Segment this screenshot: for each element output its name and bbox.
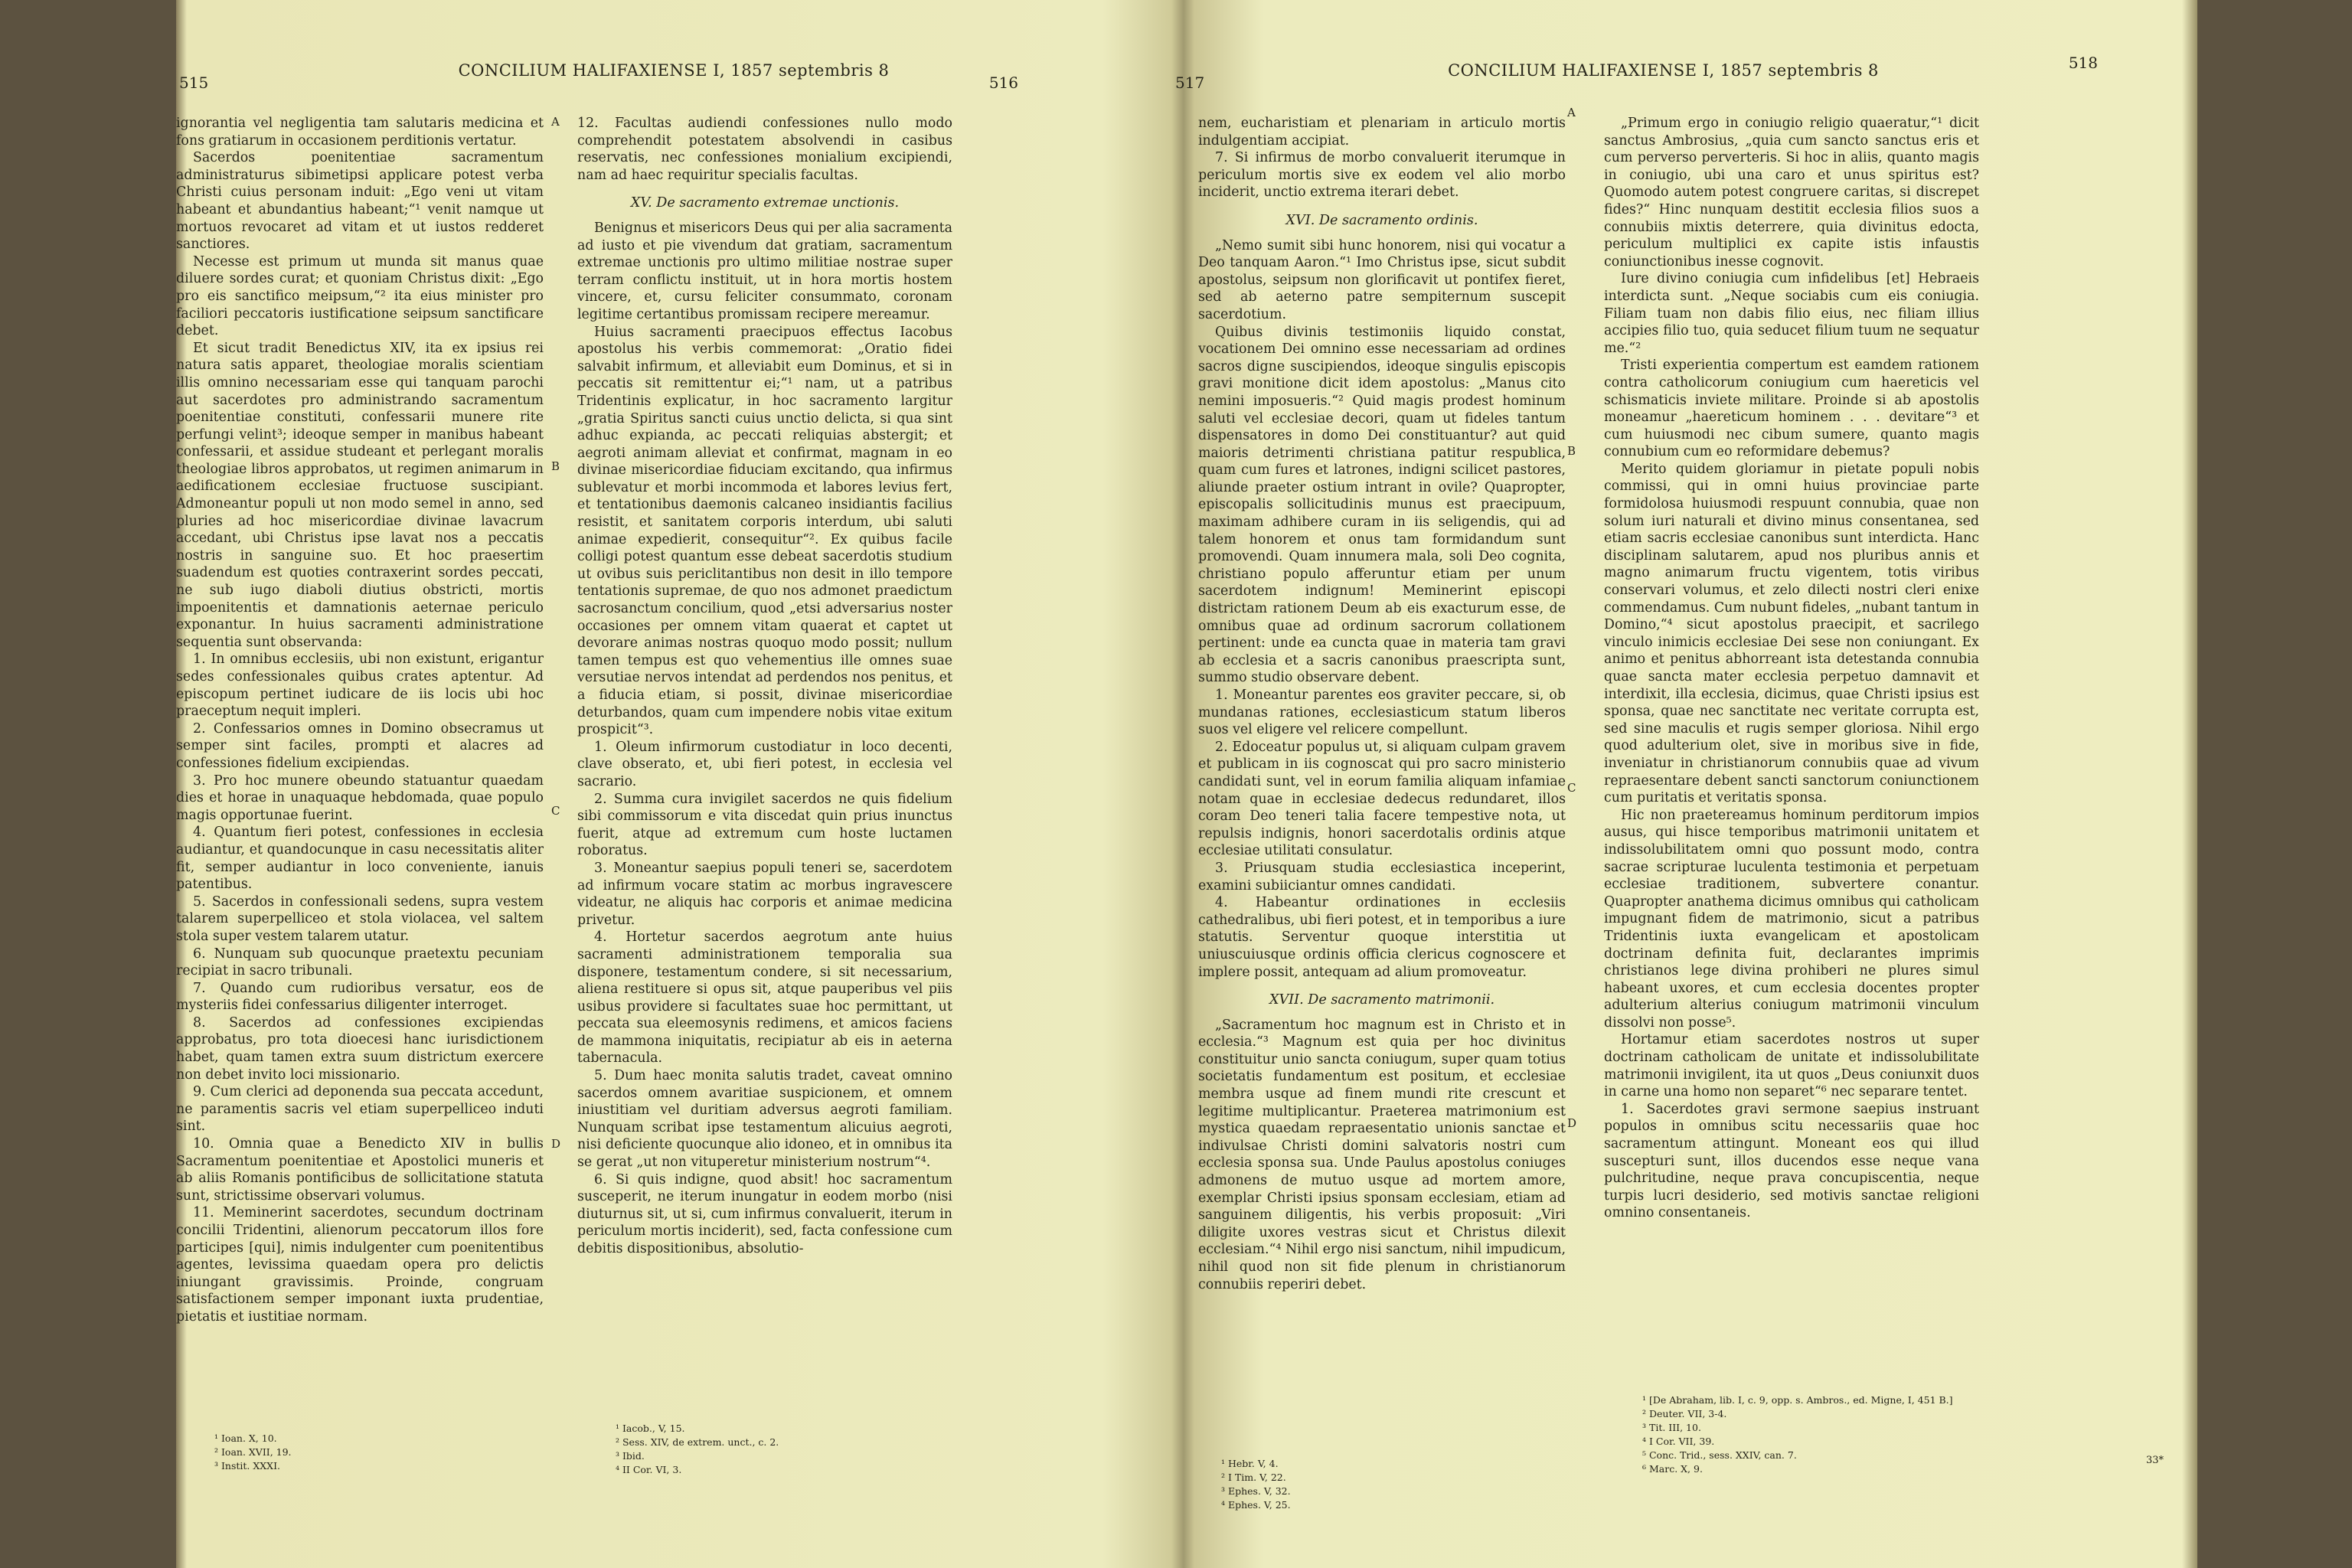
section-heading: XV. De sacramento extremae unctionis. (630, 195, 900, 211)
page-number-515: 515 (179, 74, 209, 92)
footnote: ¹ Ioan. X, 10. (214, 1432, 277, 1444)
list-item: 5. Sacerdos in confessionali sedens, supra vestem talarem superpelliceo et stola violacea, vel saltem stola super vestem talarem utatur. (176, 893, 544, 944)
list-item: 1. Moneantur parentes eos graviter peccare, si, ob mundanas rationes, ecclesiasticum statum liberos suos vel eligere vel relicere compellunt. (1198, 688, 1566, 738)
footnotes-left-1 (214, 1432, 582, 1493)
list-item: 1. Sacerdotes gravi sermone saepius instruant populos in omnibus scitu necessariis quae hoc sacramentum attingunt. Moneant eos qui illud suscepturi sunt, illos ducendos esse neque vana pulchritudine, neque prava concupiscentia, neque turpis lucri desiderio, sed motivis sanctae religioni omnino consentaneis. (1604, 1101, 1979, 1221)
footnote: ² Deuter. VII, 3-4. (1642, 1408, 1727, 1419)
list-item: 7. Quando cum rudioribus versatur, eos de mysteriis fidei confessarius diligenter interroget. (176, 980, 544, 1014)
list-item: 5. Dum haec monita salutis tradet, caveat omnino sacerdos omnem avaritiae suspicionem, et omnem iniustitiam vel duritiam adversus aegroti familiam. Nunquam scribat ipse testamentum alicuius aegroti, nisi deficiente quocunque alio idoneo, et in omnibus ita se gerat „ut non vituperetur ministerium nostrum“⁴. (577, 1068, 952, 1171)
paragraph: Hic non praetereamus hominum perditorum impios ausus, qui hisce temporibus matrimonii unitatem et indissolubilitatem omni quo possunt modo, contra sacrae scripturae luculenta testimonia et perpetuam ecclesiae traditionem, subvertere conantur. Quapropter anathema dicimus omnibus qui catholicam impugnant fidem de matrimonio, sicut a patribus Tridentinis iuxta evangelicam et apostolicam doctrinam definita fuit, declarantes imprimis christianos lege divina prohiberi ne plures simul habeant uxores, et cum ecclesia docentes propter adulterium alterius coniugum matrimonii vinculum dissolvi non posse⁵. (1604, 807, 1979, 1031)
list-item: 4. Hortetur sacerdos aegrotum ante huius sacramenti administrationem temporalia sua disponere, testamentum condere, si sit necessarium, aliena restituere si opus sit, atque pauperibus vel piis usibus providere si facultates suae hoc permittant, ut peccata sua eleemosynis redimens, et amicos faciens de mammona iniquitatis, recipiatur ab eis in aeterna tabernacula. (577, 929, 952, 1067)
list-item: 3. Priusquam studia ecclesiastica inceperint, examini subiiciantur omnes candidati. (1198, 860, 1566, 893)
paragraph: „Primum ergo in coniugio religio quaeratur,“¹ dicit sanctus Ambrosius, „quia cum sancto sanctus eris et cum perverso perverteris. Si hoc in aliis, quanto magis in coniugio, ubi una caro et unus spiritus est? Quomodo autem potest congruere caritas, si discrepet fides?“ Hinc nunquam destitit ecclesia filios suos a connubiis mixtis deterrere, quia divinitus edocta, periculum multiplici ex capite istis infaustis coniunctionibus inesse cognovit. (1604, 116, 1979, 270)
signature-mark: 33* (2145, 1455, 2164, 1466)
list-item: 8. Sacerdos ad confessiones excipiendas approbatus, pro tota dioecesi hanc iurisdictionem habet, quam tamen extra suum districtum exercere non debet invito loci missionario. (176, 1014, 544, 1083)
footnote: ³ Instit. XXXI. (214, 1460, 280, 1472)
section-heading: XVI. De sacramento ordinis. (1285, 212, 1478, 228)
margin-letter: B (551, 459, 560, 473)
list-item: 2. Summa cura invigilet sacerdos ne quis fidelium sibi commissorum e vita discedat quin prius inunctus fuerit, atque ad extremum cum hoste luctamen roboratus. (577, 791, 952, 859)
footnote: ⁶ Marc. X, 9. (1642, 1463, 1703, 1475)
footnotes-left-2 (616, 1422, 983, 1483)
footnote: ⁵ Conc. Trid., sess. XXIV, can. 7. (1642, 1449, 1797, 1461)
footnotes-right-1 (1221, 1457, 1589, 1518)
footnote: ⁴ I Cor. VII, 39. (1642, 1436, 1715, 1447)
paragraph: Quibus divinis testimoniis liquido constat, vocationem Dei omnino esse necessariam ad ordines sacros digne suscipiendos, ideoque singulis episcopis gravi monitione dicit idem apostolus: „Manus cito nemini imposueris.“² Quid magis prodest hominum saluti vel ecclesiae decori, quam ut fideles tantum dispensatores in domo Dei constituantur? aut quid maioris detrimenti christiana patitur respublica, quam cum fures et latrones, indigni scilicet pastores, aliunde praeter ostium intrant in ovile? Quapropter, episcopalis sollicitudinis munus est praecipuum, maximam adhibere curam in iis seligendis, qui ad talem honorem et onus tam formidandum sunt promovendi. Quam innumera mala, soli Deo cognita, christiano populo afferuntur etiam per unum sacerdotem indignum! Meminerint episcopi districtam rationem Deum ab eis exacturum esse, de omnibus quae ad ordinum sacrorum collationem pertinent: unde ea cuncta quae in materia tam gravi ab ecclesia et a sacris canonibus praescripta sunt, summo studio observare debent. (1198, 324, 1566, 686)
running-title: CONCILIUM HALIFAXIENSE I, 1857 septembris 8 (458, 61, 890, 80)
running-title: CONCILIUM HALIFAXIENSE I, 1857 septembris 8 (1448, 61, 1879, 80)
column-left-2 (577, 115, 952, 1416)
footnote: ³ Ibid. (616, 1450, 645, 1462)
footnote: ³ Ephes. V, 32. (1221, 1485, 1291, 1497)
list-item: 7. Si infirmus de morbo convaluerit iterumque in periculum mortis sive ex eodem vel alio morbo inciderit, unctio extrema iterari debet. (1198, 150, 1566, 201)
footnote: ² Sess. XIV, de extrem. unct., c. 2. (616, 1436, 779, 1448)
right-page (1175, 0, 2197, 1568)
paragraph: Iure divino coniugia cum infidelibus [et] Hebraeis interdicta sunt. „Neque sociabis cum eis coniugia. Filiam tuam non dabis filio eius, nec filiam illius accipies filio tuo, quia seducet filium tuum ne sequatur me.“² (1604, 271, 1979, 356)
footnote: ¹ [De Abraham, lib. I, c. 9, opp. s. Ambros., ed. Migne, I, 451 B.] (1642, 1394, 1953, 1406)
footnote: ⁴ Ephes. V, 25. (1221, 1499, 1291, 1511)
paragraph: ignorantia vel negligentia tam salutaris medicina et fons gratiarum in occasionem perditionis vertatur. (176, 116, 544, 149)
margin-letter: C (551, 804, 560, 818)
running-head (176, 61, 1171, 92)
page-number-518: 518 (2068, 54, 2098, 72)
list-item: 4. Quantum fieri potest, confessiones in ecclesia audiantur, et quandocunque in casu necessitatis aliter fit, semper audiantur in loco conveniente, ianuis patentibus. (176, 825, 544, 893)
paragraph: Hortamur etiam sacerdotes nostros ut super doctrinam catholicam de unitate et indissolubilitate matrimonii invigilent, ita ut quos „Deus coniunxit duos in carne una homo non separet“⁶ nec separare tentet. (1604, 1032, 1979, 1100)
page-number-517: 517 (1175, 74, 1205, 92)
paragraph: Necesse est primum ut munda sit manus quae diluere sordes curat; et quoniam Christus dixit: „Ego pro eis sanctifico meipsum,“² ita eius minister pro faciliori peccatoris iustificatione seipsum sanctificare debet. (176, 253, 544, 339)
footnote: ¹ Hebr. V, 4. (1221, 1458, 1279, 1469)
list-item: 1. In omnibus ecclesiis, ubi non existunt, erigantur sedes confessionales quibus crates aptentur. Ad episcopum pertinet iudicare de iis locis ubi hoc praeceptum nequit impleri. (176, 652, 544, 720)
margin-letter: A (551, 115, 560, 129)
left-page (176, 0, 1171, 1568)
paragraph: Et sicut tradit Benedictus XIV, ita ex ipsius rei natura satis apparet, theologiae moralis scientiam illis omnino necessariam esse qui tanquam parochi aut sacerdotes pro administrando sacramentum poenitentiae constituti, confessarii munere rite perfungi velint³; ideoque semper in manibus habeant confessarii, et assidue studeant et perlegant moralis theologiae libros approbatos, ut regimen animarum in aedificationem ecclesiae fructuose suscipiant. Admoneantur populi ut non modo semel in anno, sed pluries ad hoc misericordiae divinae lavacrum accedant, ubi Christus ipse lavat nos a peccatis nostris in sanguine suo. Et hoc praesertim suadendum est quoties contraxerint sordes peccati, ne sub iugo diaboli diutius obstricti, mortis impoenitentis et damnationis aeternae periculo exponantur. In huius sacramenti administratione sequentia sunt observanda: (176, 340, 544, 650)
footnote: ² Ioan. XVII, 19. (214, 1446, 292, 1458)
list-item: 10. Omnia quae a Benedicto XIV in bullis Sacramentum poenitentiae et Apostolici muneris et ab aliis Romanis pontificibus de sollicitatione statuta sunt, strictissime observari volumus. (176, 1136, 544, 1204)
paragraph: Huius sacramenti praecipuos effectus Iacobus apostolus his verbis commemorat: „Oratio fidei salvabit infirmum, et alleviabit eum Dominus, et si in peccatis sit remittentur ei;“¹ nam, ut a patribus Tridentinis explicatur, in hoc sacramento largitur „gratia Spiritus sancti cuius unctio delicta, si qua sint adhuc expianda, ac peccati reliquias abstergit; et aegroti animam alleviat et confirmat, magnam in eo divinae misericordiae fiduciam excitando, qua infirmus sublevatur et morbi incommoda et labores levius fert, et tentationibus daemonis calcaneo insidiantis facilius resistit, et sanitatem corporis interdum, ubi saluti animae expedierit, consequitur“². Ex quibus facile colligi potest quantum esse debeat sacerdotis studium ut ovibus suis periclitantibus non desit in illo tempore tentationis supremae, de quo nos admonet praedictum sacrosanctum concilium, quod „etsi adversarius noster occasiones per omnem vitam quaerat et captet ut devorare animas nostras quoquo modo possit; nullum tamen tempus est quo vehementius ille omnes suae versutiae nervos intendat ad perdendos nos penitus, et a fiducia etiam, si possit, divinae misericordiae deturbandos, quam cum impendere nobis vitae exitum prospicit“³. (577, 324, 952, 738)
page-number-516: 516 (988, 74, 1018, 92)
paragraph: „Sacramentum hoc magnum est in Christo et in ecclesia.“³ Magnum est quia per hoc divinitus constituitur unio sancta coniugum, super quam totius societatis fundamentum est positum, et ecclesiae membra usque ad finem mundi rite crescunt et legitime multiplicantur. Praeterea matrimonium est mystica quaedam repraesentatio unionis sanctae et indivulsae Christi domini salvatoris nostri cum ecclesia sponsa sua. Unde Paulus apostolus coniuges admonens de mutuo usque ad mortem amore, exemplar Christi ipsius sponsam ecclesiam, etiam ad sanguinem diligentis, his verbis proposuit: „Viri diligite uxores vestras sicut et Christus dilexit ecclesiam.“⁴ Nihil ergo nisi sanctum, nihil impudicum, nihil quod non sit fide plenum in christianorum connubiis reperiri debet. (1198, 1017, 1566, 1292)
list-item: 6. Nunquam sub quocunque praetextu pecuniam recipiat in sacro tribunali. (176, 946, 544, 979)
footnote: ³ Tit. III, 10. (1642, 1422, 1701, 1433)
column-right-1 (1198, 115, 1566, 1416)
paragraph: nem, eucharistiam et plenariam in articulo mortis indulgentiam accipiat. (1198, 116, 1566, 149)
paragraph: „Nemo sumit sibi hunc honorem, nisi qui vocatur a Deo tanquam Aaron.“¹ Imo Christus ipse, sicut subdit apostolus, seipsum non glorificavit ut pontifex fieret, sed ab aeterno patre sempiternum suscepit sacerdotium. (1198, 237, 1566, 322)
paragraph: Merito quidem gloriamur in pietate populi nobis commissi, qui in omni huius provinciae parte formidolosa huiusmodi respuunt connubia, quae non solum iuri naturali et divino minus consentanea, sed etiam sacris ecclesiae canonibus sunt interdicta. Hanc disciplinam salutarem, apud nos pluribus annis et magno animarum fructu vigentem, totis viribus conservari volumus, et zelo dilecti nostri cleri enixe commendamus. Cum nubunt fideles, „nubant tantum in Domino,“⁴ sicut apostolus praecipit, et sacrilego vinculo inimicis ecclesiae Dei sese non coniungant. Ex animo et penitus abhorreant ista detestanda connubia quae sancta mater ecclesia perpetuo damnavit et interdixit, illa ecclesia, dicimus, quae Christi ipsius est sponsa, quae nec sanctitate nec veritate corrupta est, sed sine maculis et rugis semper gloriosa. Nihil ergo quod adulterium olet, sive in moribus sive in fide, inveniatur in christianorum connubiis quae ad vivum repraesentare debent sancti sanctorum coniunctionem cum puritatis et veritatis sponsa. (1604, 461, 1979, 806)
footnote: ⁴ II Cor. VI, 3. (616, 1464, 682, 1475)
margin-letter: D (551, 1137, 561, 1151)
list-item: 2. Confessarios omnes in Domino obsecramus ut semper sint faciles, prompti et alacres ad confessiones fidelium excipiendas. (176, 720, 544, 771)
paragraph: Tristi experientia compertum est eamdem rationem contra catholicorum coniugium cum haereticis vel schismaticis inviete militare. Proinde si ab apostolis moneamur „haereticum hominem . . . devitare“³ et cum huiusmodi nec cibum sumere, quanto magis connubium cum eo reformidare debemus? (1604, 358, 1979, 460)
margin-letter: B (1567, 444, 1576, 458)
paragraph: Sacerdos poenitentiae sacramentum administraturus sibimetipsi applicare potest verba Christi cuius personam induit: „Ego veni ut vitam habeant et abundantius habeant;“¹ venit namque ut mortuos revocaret ad vitam et ut iustos redderet sanctiores. (176, 150, 544, 253)
paragraph: 12. Facultas audiendi confessiones nullo modo comprehendit potestatem absolvendi in casibus reservatis, nec confessiones monialium excipiendi, nam ad haec requiritur specialis facultas. (577, 116, 952, 183)
list-item: 11. Meminerint sacerdotes, secundum doctrinam concilii Tridentini, alienorum peccatorum illos fore participes [qui], nimis indulgenter cum poenitentibus agentes, levissima quaedam opera pro delictis iniungant gravissimis. Proinde, congruam satisfactionem semper imponant iuxta prudentiae, pietatis et iustitiae normam. (176, 1205, 544, 1325)
list-item: 3. Pro hoc munere obeundo statuantur quaedam dies et horae in unaquaque hebdomada, quae populo magis opportunae fuerint. (176, 773, 544, 823)
margin-letter: C (1567, 781, 1576, 795)
list-item: 3. Moneantur saepius populi teneri se, sacerdotem ad infirmum vocare statim ac morbus ingravescere videatur, ne aliquis hac corporis et animae medicina privetur. (577, 860, 952, 928)
list-item: 2. Edoceatur populus ut, si aliquam culpam gravem et publicam in iis cognoscat qui pro sacro ministerio candidati sunt, vel in eorum familia aliquam infamiae notam quae in ecclesiae dedecus redundaret, illos coram Deo teneri talia facere tempestive nota, ut repulsis indignis, honori sacerdotalis ordinis atque ecclesiae utilitati consulatur. (1198, 739, 1566, 859)
section-heading: XVII. De sacramento matrimonii. (1269, 992, 1495, 1008)
footnote: ¹ Iacob., V, 15. (616, 1423, 685, 1434)
running-head (1175, 54, 2197, 92)
margin-letter: D (1567, 1116, 1577, 1130)
footnotes-right-2 (1642, 1393, 2010, 1493)
paragraph: Benignus et misericors Deus qui per alia sacramenta ad iusto et pie vivendum dat gratiam, sacramentum extremae unctionis pro ultimo militiae nostrae super terram conflictu instituit, ut in hora mortis hostem vincere, et, cursu feliciter consummato, coronam legitime certantibus promissam recipere mereamur. (577, 220, 952, 322)
list-item: 1. Oleum infirmorum custodiatur in loco decenti, clave obserato, et, ubi fieri potest, in ecclesia vel sacrario. (577, 739, 952, 789)
list-item: 9. Cum clerici ad deponenda sua peccata accedunt, ne paramentis sacris vel etiam superpelliceo induti sint. (176, 1084, 544, 1135)
list-item: 4. Habeantur ordinationes in ecclesiis cathedralibus, ubi fieri potest, et in temporibus a iure statutis. Serventur quoque interstitia ut uniuscuiusque ordinis officia clericus cognoscere et implere possit, antequam ad alium promoveatur. (1198, 895, 1566, 980)
margin-letter: A (1567, 106, 1576, 119)
column-right-2 (1604, 115, 1979, 1416)
footnote: ² I Tim. V, 22. (1221, 1472, 1286, 1483)
column-left-1 (176, 115, 544, 1416)
list-item: 6. Si quis indigne, quod absit! hoc sacramentum susceperit, ne iterum inungatur in eodem morbo (nisi diuturnus sit, ut si, cum infirmus convaluerit, iterum in periculum mortis inciderit), sed, facta confessione cum debitis dispositionibus, absolutio- (577, 1171, 952, 1256)
